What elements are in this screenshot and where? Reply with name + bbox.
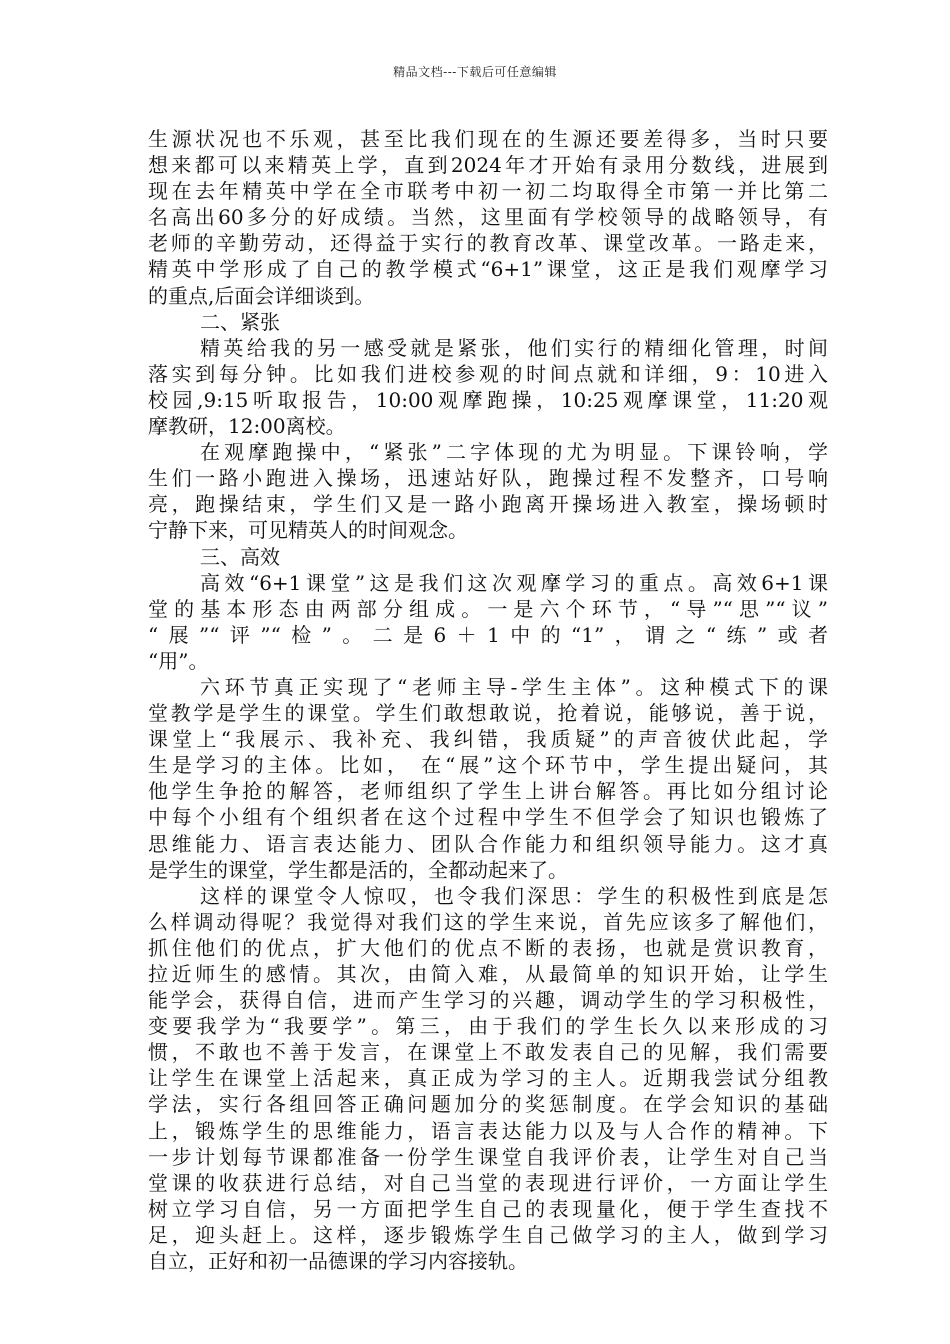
text-line: 现在去年精英中学在全市联考中初一初二均取得全市第一并比第二 (148, 179, 828, 204)
text-line: 这样的课堂令人惊叹，也令我们深思：学生的积极性到底是怎 (200, 883, 828, 908)
section-heading: 三、高效 (200, 544, 280, 569)
text-line: 高效“6+1课堂”这是我们这次观摩学习的重点。高效6+1课 (200, 570, 828, 595)
text-line: 六环节真正实现了“老师主导-学生主体”。这种模式下的课 (200, 674, 828, 699)
text-line: 生源状况也不乐观，甚至比我们现在的生源还要差得多，当时只要 (148, 127, 828, 151)
text-line: 堂课的收获进行总结，对自己当堂的表现进行评价，一方面让学生 (148, 1170, 828, 1195)
text-line: “展”“评”“检”。二是6＋1中的“1”，谓之“练”或者 (148, 622, 828, 647)
text-line: 让学生在课堂上活起来，真正成为学习的主人。近期我尝试分组教 (148, 1066, 828, 1091)
text-line: 么样调动得呢？我觉得对我们这的学生来说，首先应该多了解他们， (148, 909, 828, 934)
text-line: “用”。 (148, 648, 209, 673)
text-line: 自立，正好和初一品德课的学习内容接轨。 (148, 1249, 528, 1274)
text-line: 名高出60多分的好成绩。当然，这里面有学校领导的战略领导，有 (148, 205, 828, 230)
page-header: 精品文档---下载后可任意编辑 (393, 65, 557, 79)
text-line: 思维能力、语言表达能力、团队合作能力和组织领导能力。这才真 (148, 831, 828, 856)
text-line: 足，迎头赶上。这样，逐步锻炼学生自己做学习的主人，做到学习 (148, 1222, 828, 1247)
text-line: 中每个小组有个组织者在这个过程中学生不但学会了知识也锻炼了 (148, 805, 828, 830)
text-line: 想来都可以来精英上学，直到2024年才开始有录用分数线，进展到 (148, 153, 828, 178)
text-line: 抓住他们的优点，扩大他们的优点不断的表扬，也就是赏识教育， (148, 935, 828, 960)
text-line: 落实到每分钟。比如我们进校参观的时间点就和详细，9：10进入 (148, 361, 828, 386)
text-line: 生是学习的主体。比如， 在“展”这个环节中，学生提出疑问，其 (148, 753, 828, 778)
text-line: 课堂上“我展示、我补充、我纠错，我质疑”的声音彼伏此起，学 (148, 727, 828, 752)
text-line: 能学会，获得自信，进而产生学习的兴趣，调动学生的学习积极性， (148, 988, 828, 1013)
text-line: 的重点,后面会详细谈到。 (148, 283, 375, 308)
text-line: 老师的辛勤劳动，还得益于实行的教育改革、课堂改革。一路走来， (148, 231, 828, 256)
text-line: 他学生争抢的解答，老师组织了学生上讲台解答。再比如分组讨论 (148, 779, 828, 804)
document-body (148, 126, 828, 1274)
text-line: 亮，跑操结束，学生们又是一路小跑离开操场进入教室，操场顿时 (148, 492, 828, 517)
text-line: 精英给我的另一感受就是紧张，他们实行的精细化管理，时间 (200, 335, 828, 360)
text-line: 上，锻炼学生的思维能力，语言表达能力以及与人合作的精神。下 (148, 1118, 828, 1143)
text-line: 堂的基本形态由两部分组成。一是六个环节，“导”“思”“议” (148, 596, 828, 621)
text-line: 树立学习自信，另一方面把学生自己的表现量化，便于学生查找不 (148, 1196, 828, 1221)
text-line: 是学生的课堂，学生都是活的，全都动起来了。 (148, 857, 568, 882)
text-line: 一步计划每节课都准备一份学生课堂自我评价表，让学生对自己当 (148, 1144, 828, 1169)
text-line: 在观摩跑操中，“紧张”二字体现的尤为明显。下课铃响，学 (200, 440, 828, 465)
text-line: 学法，实行各组回答正确问题加分的奖惩制度。在学会知识的基础 (148, 1092, 828, 1117)
text-line: 变要我学为“我要学”。第三，由于我们的学生长久以来形成的习 (148, 1014, 828, 1039)
text-line: 惯，不敢也不善于发言，在课堂上不敢发表自己的见解，我们需要 (148, 1040, 828, 1065)
text-line: 校园,9:15听取报告，10:00观摩跑操，10:25观摩课堂，11:20观 (148, 387, 828, 412)
section-heading: 二、紧张 (200, 309, 280, 334)
text-line: 堂教学是学生的课堂。学生们敢想敢说，抢着说，能够说，善于说， (148, 701, 828, 726)
text-line: 摩教研，12:00离校。 (148, 414, 346, 439)
text-line: 生们一路小跑进入操场，迅速站好队，跑操过程不发整齐，口号响 (148, 466, 828, 491)
text-line: 宁静下来，可见精英人的时间观念。 (148, 518, 468, 543)
text-line: 精英中学形成了自己的教学模式“6+1”课堂，这正是我们观摩学习 (148, 257, 828, 282)
text-line: 拉近师生的感情。其次，由简入难，从最简单的知识开始，让学生 (148, 962, 828, 986)
